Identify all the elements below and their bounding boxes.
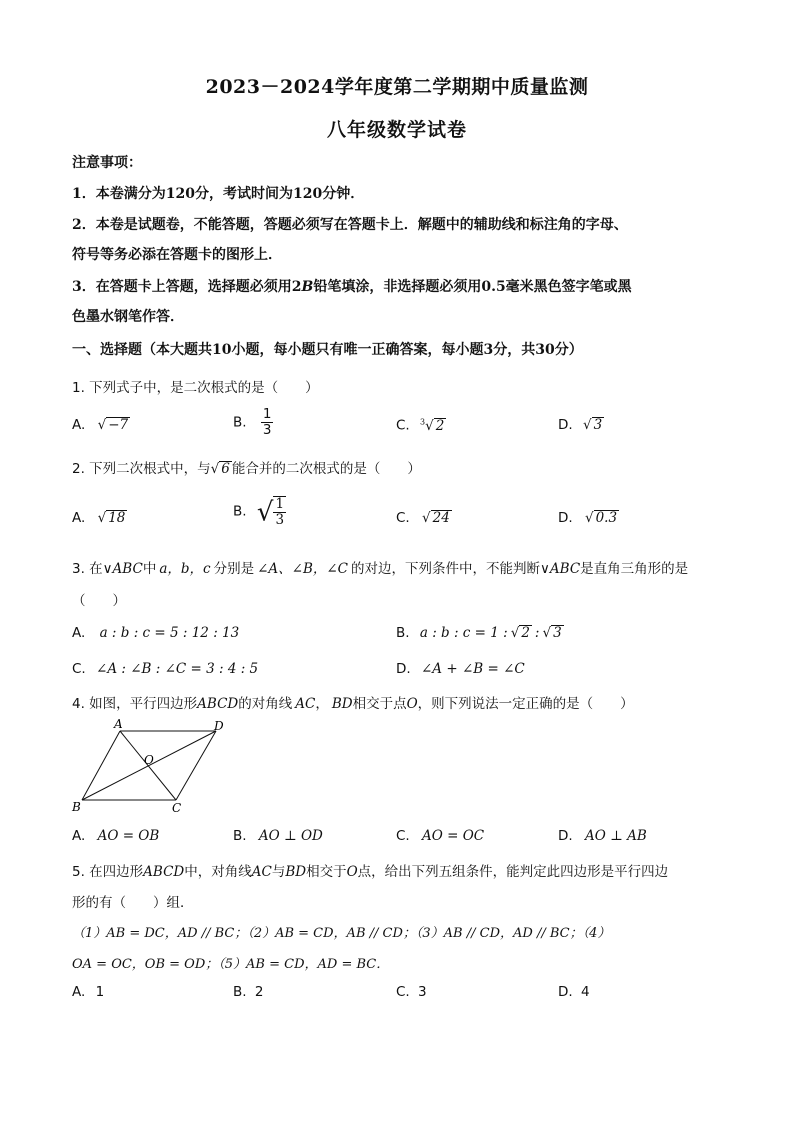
q2-d-label: D. bbox=[558, 510, 573, 526]
q4-stem-c: ， bbox=[315, 696, 329, 712]
note-2-line-2: 符号等务必添在答题卡的图形上． bbox=[72, 247, 282, 263]
q3-option-d bbox=[396, 661, 525, 677]
q1-b-denominator: 3 bbox=[262, 422, 272, 438]
q5-option-b bbox=[233, 984, 263, 1000]
q3-b-radicand-2: 3 bbox=[553, 625, 562, 641]
note-3-b: B bbox=[301, 279, 314, 295]
q4-stem-e: ，则下列说法一定正确的是（ ） bbox=[417, 696, 634, 712]
q5-cond1: （1）AB = DC，AD // BC；（2）AB = CD，AB // CD；（3）AB // CD，AD // BC；（4） bbox=[72, 926, 611, 941]
q5-stem-d: 相交于 bbox=[306, 864, 347, 880]
q1-option-c bbox=[396, 417, 446, 434]
sqrt-symbol: √ bbox=[582, 417, 592, 433]
q5-d-value: 4 bbox=[580, 984, 590, 1000]
q4-stem-a: 4. 如图，平行四边形 bbox=[72, 696, 198, 712]
q4-d-value: AO ⊥ AB bbox=[584, 828, 647, 844]
note-3-post: 铅笔填涂，非选择题必须用0.5毫米黑色签字笔或黑 bbox=[313, 279, 632, 295]
q3-b-pre: a : b : c = 1 : bbox=[419, 625, 508, 641]
note-3-pre: 3．在答题卡上答题，选择题必须用2 bbox=[72, 279, 302, 295]
q1-c-value: 2 bbox=[435, 417, 445, 434]
q3-stem-d: 的对边，下列条件中，不能判断 bbox=[351, 561, 541, 577]
q2-d-value: 0.3 bbox=[595, 510, 618, 526]
q1-d-value: 3 bbox=[593, 417, 603, 433]
q1-stem: 1. 下列式子中，是二次根式的是（ ） bbox=[72, 380, 319, 396]
q4-c-value: AO = OC bbox=[422, 828, 485, 844]
note-1: 1．本卷满分为120分，考试时间为120分钟． bbox=[72, 186, 365, 202]
exam-title: 2023－2024学年度第二学期期中质量监测 bbox=[205, 76, 589, 98]
q5-b-value: 2 bbox=[254, 984, 264, 1000]
q4-abcd: ABCD bbox=[197, 696, 239, 712]
q2-option-c bbox=[396, 510, 452, 526]
q3-angles: ∠A、∠B，∠C bbox=[257, 561, 349, 577]
q2-stem bbox=[72, 457, 421, 477]
q4-c-label: C. bbox=[396, 828, 410, 844]
sqrt-symbol: √ bbox=[97, 510, 107, 526]
q3-b-radicand-1: 2 bbox=[521, 625, 530, 641]
section-1-heading: 一、选择题（本大题共10小题，每小题只有唯一正确答案，每小题3分，共30分） bbox=[72, 342, 583, 358]
q4-stem bbox=[72, 692, 634, 712]
q3-a-label: A. bbox=[72, 625, 86, 641]
vertex-label-d: D bbox=[214, 719, 224, 733]
q3-stem-a: 3. 在 bbox=[72, 561, 103, 577]
q5-stem-b: 中，对角线 bbox=[184, 864, 252, 880]
note-2-line-1: 2．本卷是试题卷，不能答题，答题必须写在答题卡上．解题中的辅助线和标注角的字母、 bbox=[72, 217, 628, 233]
q1-b-label: B. bbox=[233, 414, 247, 431]
q2-c-value: 24 bbox=[432, 510, 450, 526]
q2-a-value: 18 bbox=[108, 510, 126, 526]
q5-conditions-line-2 bbox=[72, 953, 389, 972]
point-label-o: O bbox=[144, 753, 154, 767]
note-3-line-2: 色墨水钢笔作答． bbox=[72, 309, 184, 325]
q1-a-label: A. bbox=[72, 417, 86, 433]
parallelogram-figure bbox=[68, 716, 238, 818]
q5-ac: AC bbox=[251, 864, 272, 880]
q3-stem-e: 是直角三角形的是 bbox=[580, 561, 689, 577]
q2-c-label: C. bbox=[396, 510, 410, 526]
q5-c-value: 3 bbox=[418, 984, 427, 1000]
q4-stem-d: 相交于点 bbox=[352, 696, 407, 712]
q1-d-label: D. bbox=[558, 417, 573, 433]
q5-a-value: 1 bbox=[95, 984, 105, 1000]
q5-d-label: D. bbox=[558, 984, 573, 1000]
note-3-line-1 bbox=[72, 276, 632, 296]
q2-b-denominator: 3 bbox=[275, 512, 285, 528]
q3-b-label: B. bbox=[396, 625, 410, 641]
q5-a-label: A. bbox=[72, 984, 86, 1000]
q3-stem-line-1 bbox=[72, 557, 688, 577]
q2-b-numerator: 1 bbox=[275, 496, 285, 512]
sqrt-symbol: √ bbox=[97, 417, 107, 433]
q2-option-a bbox=[72, 510, 127, 526]
sqrt-symbol: √ bbox=[210, 461, 220, 477]
exam-subtitle: 八年级数学试卷 bbox=[326, 119, 467, 141]
q5-stem-a: 5. 在四边形 bbox=[72, 864, 144, 880]
q3-c-value: ∠A : ∠B : ∠C = 3 : 4 : 5 bbox=[96, 661, 259, 677]
edge-ab bbox=[82, 731, 120, 800]
vertex-label-a: A bbox=[114, 717, 123, 731]
q1-b-numerator: 1 bbox=[262, 406, 272, 422]
q4-option-a bbox=[72, 828, 159, 844]
q4-ac: AC bbox=[295, 696, 316, 712]
q5-stem-c: 与 bbox=[271, 864, 286, 880]
q3-stem-b: 中 bbox=[142, 561, 157, 577]
q5-conditions-line-1 bbox=[72, 922, 610, 941]
q1-option-a bbox=[72, 417, 130, 433]
vertex-label-b: B bbox=[72, 800, 81, 814]
q4-o: O bbox=[406, 696, 418, 712]
q3-triangle-2: ∨ABC bbox=[540, 561, 581, 577]
q3-option-b bbox=[396, 625, 564, 641]
q5-bd: BD bbox=[285, 864, 307, 880]
q3-c-label: C. bbox=[72, 661, 86, 677]
q4-option-d bbox=[558, 828, 647, 844]
q4-b-label: B. bbox=[233, 828, 247, 844]
q2-stem-post: 能合并的二次根式的是（ ） bbox=[231, 461, 421, 477]
q1-a-value: −7 bbox=[108, 417, 129, 433]
q5-abcd: ABCD bbox=[143, 864, 185, 880]
q2-stem-radicand: 6 bbox=[221, 461, 230, 477]
q5-stem-line-1 bbox=[72, 860, 668, 880]
notes-heading: 注意事项： bbox=[72, 155, 142, 171]
sqrt-symbol: √ bbox=[510, 625, 520, 641]
q3-a-value: a : b : c = 5 : 12 : 13 bbox=[99, 625, 240, 641]
sqrt-symbol: √ bbox=[422, 510, 431, 526]
q2-option-d bbox=[558, 510, 619, 526]
q1-option-b bbox=[233, 407, 273, 438]
q5-cond2: OA = OC，OB = OD；（5）AB = CD，AD = BC． bbox=[72, 957, 390, 972]
q4-d-label: D. bbox=[558, 828, 573, 844]
q2-option-b bbox=[233, 496, 286, 528]
q4-bd: BD bbox=[331, 696, 353, 712]
q5-b-label: B. bbox=[233, 984, 247, 1000]
q3-option-a bbox=[72, 625, 239, 641]
q1-c-label: C. bbox=[396, 417, 410, 434]
q4-a-label: A. bbox=[72, 828, 86, 844]
q1-option-d bbox=[558, 417, 604, 433]
sqrt-symbol: √ bbox=[542, 625, 552, 641]
q4-option-c bbox=[396, 828, 484, 844]
q2-stem-pre: 2. 下列二次根式中，与 bbox=[72, 461, 211, 477]
q3-stem-line-2: （ ） bbox=[72, 593, 126, 609]
sqrt-symbol: √ bbox=[584, 510, 594, 526]
sqrt-symbol: √ bbox=[425, 417, 434, 434]
q1-c-index: 3 bbox=[420, 417, 426, 426]
q5-stem-line-2: 形的有（ ）组． bbox=[72, 895, 194, 911]
q5-option-a bbox=[72, 984, 104, 1000]
q4-b-value: AO ⊥ OD bbox=[258, 828, 323, 844]
q3-b-colon: : bbox=[534, 625, 540, 641]
q5-option-c bbox=[396, 984, 427, 1000]
q3-d-value: ∠A + ∠B = ∠C bbox=[420, 661, 525, 677]
q2-b-label: B. bbox=[233, 503, 247, 520]
q4-option-b bbox=[233, 828, 323, 844]
q5-option-d bbox=[558, 984, 590, 1000]
q3-sides: a，b，c bbox=[159, 561, 211, 577]
q3-d-label: D. bbox=[396, 661, 411, 677]
q5-c-label: C. bbox=[396, 984, 410, 1000]
sqrt-symbol: √ bbox=[256, 497, 274, 527]
q3-triangle: ∨ABC bbox=[102, 561, 143, 577]
q5-o: O bbox=[346, 864, 358, 880]
q3-stem-c: 分别是 bbox=[213, 561, 255, 577]
q3-option-c bbox=[72, 661, 258, 677]
vertex-label-c: C bbox=[172, 801, 182, 815]
q2-a-label: A. bbox=[72, 510, 86, 526]
q5-stem-e: 点，给出下列五组条件，能判定此四边形是平行四边 bbox=[357, 864, 669, 880]
q4-stem-b: 的对角线 bbox=[238, 696, 293, 712]
q4-a-value: AO = OB bbox=[97, 828, 160, 844]
